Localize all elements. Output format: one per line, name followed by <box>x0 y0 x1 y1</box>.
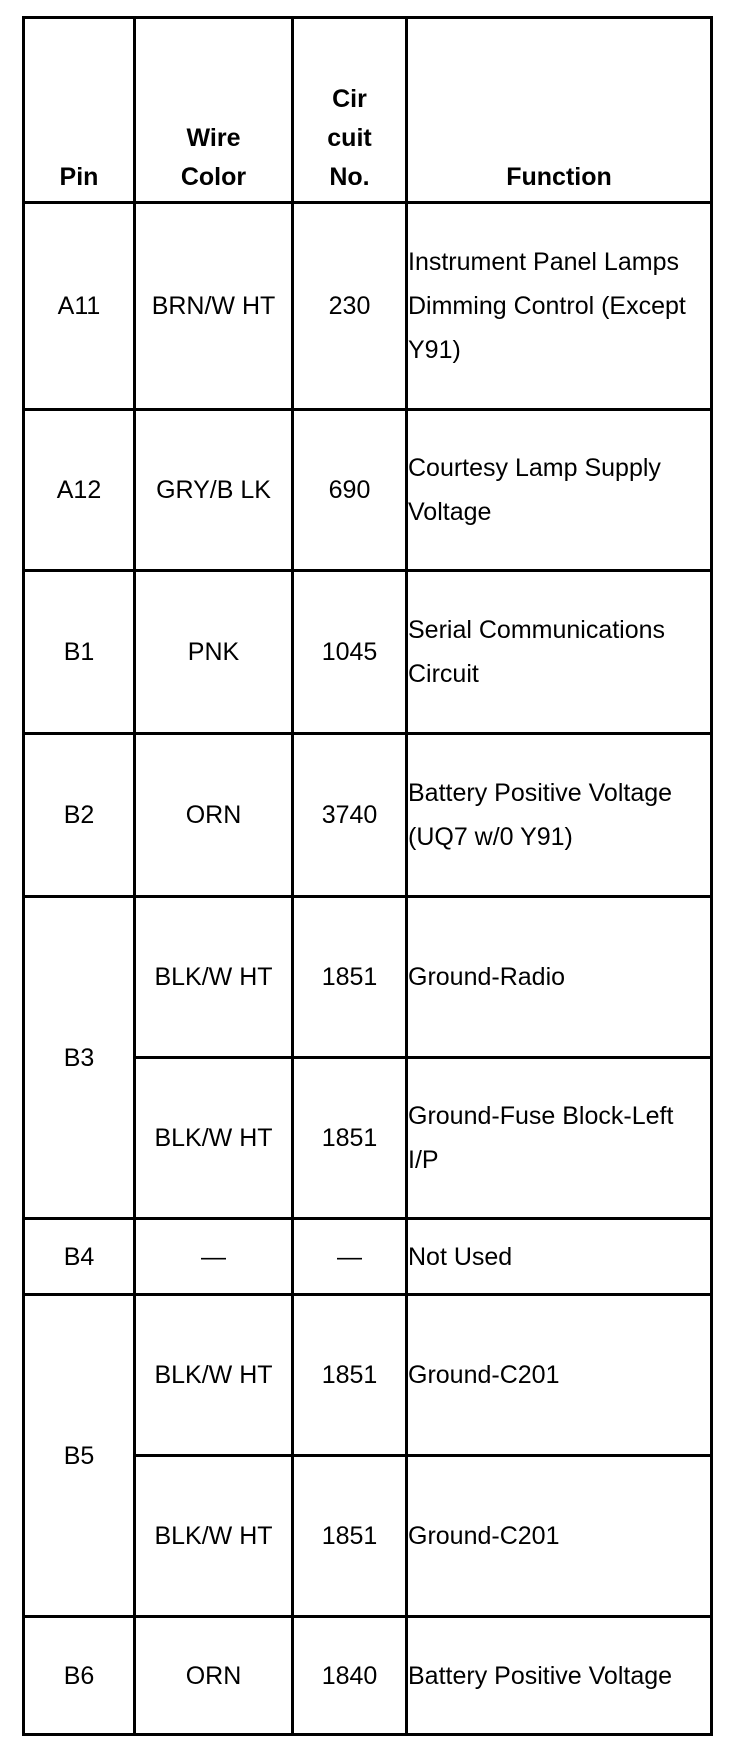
wire-color-cell: GRY/B LK <box>135 410 293 571</box>
pin-cell: B2 <box>24 734 135 897</box>
pin-cell: B6 <box>24 1617 135 1735</box>
circuit-cell: 1851 <box>293 1295 407 1456</box>
header-circuit-no: Cir cuit No. <box>293 18 407 203</box>
pin-cell: B3 <box>24 897 135 1219</box>
header-function: Function <box>407 18 712 203</box>
function-cell: Ground-C201 <box>407 1456 712 1617</box>
table-row <box>24 1295 712 1456</box>
wire-color-cell: BLK/W HT <box>135 1295 293 1456</box>
header-wire-color: Wire Color <box>135 18 293 203</box>
pin-cell: B1 <box>24 571 135 734</box>
circuit-cell: 690 <box>293 410 407 571</box>
circuit-cell: 3740 <box>293 734 407 897</box>
circuit-cell: 1851 <box>293 1058 407 1219</box>
connector-pinout-table <box>22 16 713 1736</box>
table-row <box>24 571 712 734</box>
wire-color-cell: PNK <box>135 571 293 734</box>
function-cell: Ground-C201 <box>407 1295 712 1456</box>
wire-color-cell: BRN/W HT <box>135 203 293 410</box>
table-row <box>24 410 712 571</box>
function-cell: Battery Positive Voltage <box>407 1617 712 1735</box>
circuit-cell: — <box>293 1219 407 1295</box>
table-row <box>24 1617 712 1735</box>
circuit-cell: 1840 <box>293 1617 407 1735</box>
function-cell: Battery Positive Voltage (UQ7 w/0 Y91) <box>407 734 712 897</box>
circuit-cell: 1045 <box>293 571 407 734</box>
table-row <box>24 203 712 410</box>
pin-cell: B4 <box>24 1219 135 1295</box>
wire-color-cell: ORN <box>135 734 293 897</box>
wire-color-cell: BLK/W HT <box>135 1058 293 1219</box>
wire-color-cell: — <box>135 1219 293 1295</box>
circuit-cell: 230 <box>293 203 407 410</box>
function-cell: Ground-Fuse Block-Left I/P <box>407 1058 712 1219</box>
circuit-cell: 1851 <box>293 1456 407 1617</box>
table-row <box>24 1219 712 1295</box>
function-cell: Not Used <box>407 1219 712 1295</box>
table-header-row <box>24 18 712 203</box>
table-row <box>24 897 712 1058</box>
function-cell: Courtesy Lamp Supply Voltage <box>407 410 712 571</box>
pin-cell: B5 <box>24 1295 135 1617</box>
function-cell: Ground-Radio <box>407 897 712 1058</box>
wire-color-cell: ORN <box>135 1617 293 1735</box>
pin-cell: A12 <box>24 410 135 571</box>
wire-color-cell: BLK/W HT <box>135 1456 293 1617</box>
pin-cell: A11 <box>24 203 135 410</box>
function-cell: Instrument Panel Lamps Dimming Control (Except Y91) <box>407 203 712 410</box>
header-pin: Pin <box>24 18 135 203</box>
wire-color-cell: BLK/W HT <box>135 897 293 1058</box>
function-cell: Serial Communications Circuit <box>407 571 712 734</box>
table-row <box>24 734 712 897</box>
circuit-cell: 1851 <box>293 897 407 1058</box>
